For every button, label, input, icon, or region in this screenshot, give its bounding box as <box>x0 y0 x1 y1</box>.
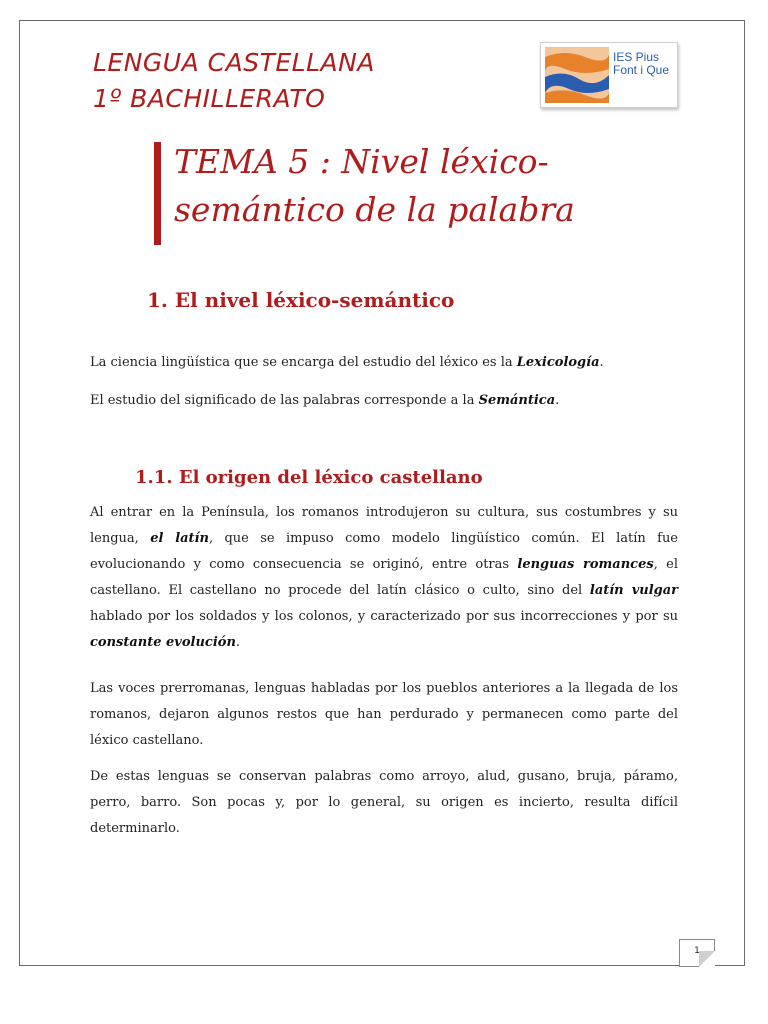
text-span: Al entrar en la Península, los romanos introdujeron su cultura, sus costumbres y su lengua, <box>90 505 678 546</box>
section-heading-1: 1. El nivel léxico-semántico <box>147 288 455 312</box>
paragraph-semantica <box>90 388 678 414</box>
paragraph-origen <box>90 500 678 656</box>
paragraph-lexicologia <box>90 350 678 376</box>
term-latin: el latín <box>150 531 209 546</box>
term-lenguas-romances: lenguas romances <box>517 557 654 572</box>
title-line1: TEMA 5 : Nivel léxico- <box>174 142 549 181</box>
term-lexicologia: Lexicología <box>516 355 600 370</box>
text-span: , el castellano. El castellano no procede del latín clásico o culto, sino del <box>90 557 678 598</box>
text-span: . <box>235 635 241 650</box>
text-span: El estudio del significado de las palabras corresponde a la <box>90 393 479 408</box>
logo-text-line2: Font i Que <box>613 63 670 77</box>
term-latin-vulgar: latín vulgar <box>589 583 678 598</box>
title-accent-bar <box>154 142 161 245</box>
term-constante-evolucion: constante evolución <box>90 635 236 650</box>
paragraph-prerromanas: Las voces prerromanas, lenguas habladas por los pueblos anteriores a la llegada de los romanos, dejaron algunos restos que han perdurado y permanecen como parte del léxico castellano. <box>90 681 678 748</box>
term-semantica: Semántica <box>478 393 556 408</box>
school-logo <box>540 42 678 108</box>
page-fold-icon <box>699 951 715 967</box>
text-span: . <box>599 355 604 370</box>
page-number-box <box>679 939 715 967</box>
header-subject: LENGUA CASTELLANA <box>93 48 375 77</box>
text-span: . <box>555 393 560 408</box>
page-number: 1 <box>694 946 700 956</box>
logo-text-line1: IES Pius <box>613 50 660 64</box>
school-logo-graphic <box>545 47 609 103</box>
section-heading-1-1: 1.1. El origen del léxico castellano <box>135 467 483 488</box>
text-span: La ciencia lingüística que se encarga del estudio del léxico es la <box>90 355 517 370</box>
header-course: 1º BACHILLERATO <box>93 84 326 113</box>
paragraph-palabras-conservadas: De estas lenguas se conservan palabras como arroyo, alud, gusano, bruja, páramo, perro, barro. Son pocas y, por lo general, su origen es incierto, resulta difícil determinarlo. <box>90 769 678 836</box>
text-span: hablado por los soldados y los colonos, y caracterizado por sus incorrecciones y por su <box>90 609 678 624</box>
text-span: , que se impuso como modelo lingüístico común. El latín fue evolucionando y como consecuencia se originó, entre otras <box>90 531 679 572</box>
title-line2: semántico de la palabra <box>174 190 575 229</box>
